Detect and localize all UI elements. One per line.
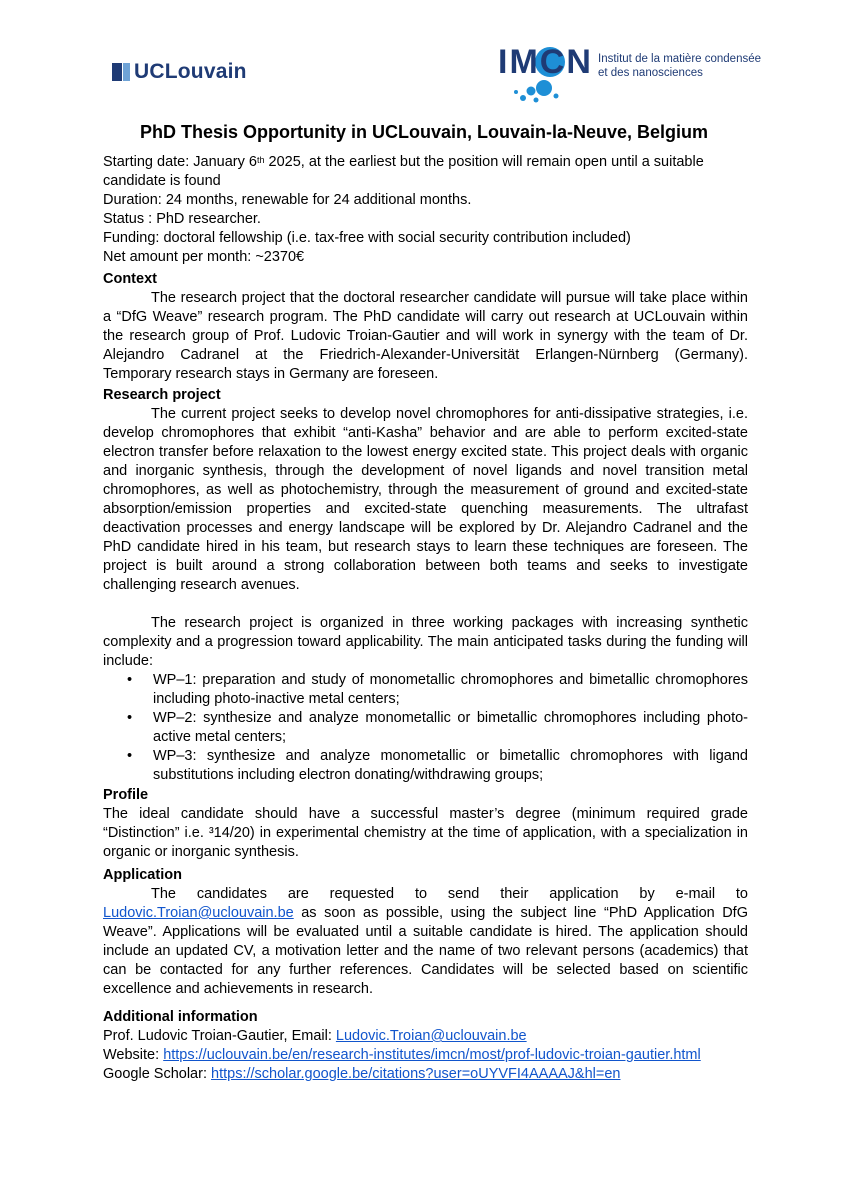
duration: Duration: 24 months, renewable for 24 additional months. (103, 192, 472, 208)
contact-email-link[interactable]: Ludovic.Troian@uclouvain.be (335, 1028, 527, 1044)
uclouvain-mark-icon (112, 63, 130, 81)
application-email-link[interactable]: Ludovic.Troian@uclouvain.be (103, 905, 294, 921)
uclouvain-logo-text: UCLouvain (134, 60, 247, 83)
scholar-link[interactable]: https://scholar.google.be/citations?user=oUYVFI4AAAAJ&hl=en (211, 1066, 621, 1082)
list-item: • WP–2: synthesize and analyze monometallic or bimetallic chromophores including photo-active metal centers; (127, 710, 748, 745)
bullet-icon: • (127, 672, 133, 688)
scholar-line: Google Scholar: https://scholar.google.be/citations?user=oUYVFI4AAAAJ&hl=en (103, 1066, 621, 1082)
funding: Funding: doctoral fellowship (i.e. tax-free with social security contribution included) (103, 230, 631, 246)
position-details (103, 153, 748, 267)
starting-date: Starting date: January 6th 2025, at the earliest but the position will remain open until a suitable candidate is found (103, 154, 704, 189)
bullet-icon: • (127, 710, 133, 726)
application-text: The candidates are requested to send their application by e-mail to Ludovic.Troian@uclouvain.be as soon as possible, using the subject line “PhD Application DfG Weave”. Applications will be evaluated until a suitable candidate is hired. The application should include an updated CV, a motivation letter and the name of two relevant persons (academics) that can be contacted for any further references. Candidates will be selected based on scientific excellence and achievements in research. (103, 886, 748, 997)
imcn-tagline-line-2: et des nanosciences (598, 67, 703, 79)
page-title: PhD Thesis Opportunity in UCLouvain, Louvain-la-Neuve, Belgium (139, 122, 709, 142)
website-line: Website: https://uclouvain.be/en/research-institutes/imcn/most/prof-ludovic-troian-gautier.html (103, 1047, 701, 1063)
application-section (103, 866, 748, 999)
profile-heading: Profile (103, 787, 149, 803)
application-heading: Application (103, 867, 182, 883)
research-heading: Research project (103, 387, 221, 403)
context-heading: Context (103, 271, 157, 287)
imcn-logo-text: IMCN (498, 43, 593, 81)
additional-heading: Additional information (103, 1009, 258, 1025)
research-para-1: The current project seeks to develop novel chromophores for anti-dissipative strategies, i.e. develop chromophores that exhibit “anti-Kasha” behavior and are able to perform excited-state electron transfer before relaxation to the lowest energy excited state. This project deals with organic and inorganic synthesis, through the development of novel ligands and novel transition metal chromophores, as well as photochemistry, through the measurement of ground and excited-state absorption/emission properties and excited-state quenching measurements. The ultrafast deactivation processes and energy landscape will be explored by Dr. Alejandro Cadranel and the PhD candidate hired in his team, but research stays to learn these techniques are foreseen. The project is built around a strong collaboration between both teams and seeks to investigate challenging research avenues. (103, 406, 748, 593)
uclouvain-logo (112, 60, 247, 84)
website-link[interactable]: https://uclouvain.be/en/research-institutes/imcn/most/prof-ludovic-troian-gautier.html (163, 1047, 701, 1063)
profile-section (103, 786, 748, 862)
research-para-2: The research project is organized in three working packages with increasing synthetic complexity and a progression toward applicability. The main anticipated tasks during the funding will include: (103, 615, 748, 669)
bullet-icon: • (127, 748, 133, 764)
additional-section (103, 1008, 748, 1084)
imcn-tagline (598, 52, 761, 80)
context-text: The research project that the doctoral researcher candidate will pursue will take place within a “DfG Weave” research program. The PhD candidate will carry out research at UCLouvain within the research group of Prof. Ludovic Troian-Gautier and will work in synergy with the team of Dr. Alejandro Cadranel at the Friedrich-Alexander-Universität Erlangen-Nürnberg (Germany). Temporary research stays in Germany are foreseen. (103, 290, 748, 382)
list-item: • WP–1: preparation and study of monometallic chromophores and bimetallic chromophores including photo-inactive metal centers; (127, 672, 748, 707)
profile-text: The ideal candidate should have a successful master’s degree (minimum required grade “Distinction” i.e. ³14/20) in experimental chemistry at the time of application, with a specialization in organic or inorganic synthesis. (103, 806, 748, 860)
contact-line: Prof. Ludovic Troian-Gautier, Email: Ludovic.Troian@uclouvain.be (103, 1028, 527, 1044)
work-packages-list (103, 671, 748, 785)
imcn-tagline-line-1: Institut de la matière condensée (598, 53, 762, 65)
net-amount: Net amount per month: ~2370€ (103, 249, 305, 265)
status: Status : PhD researcher. (103, 211, 261, 227)
research-section (103, 386, 748, 785)
list-item: • WP–3: synthesize and analyze monometallic or bimetallic chromophores with ligand substitutions including electron donating/withdrawing groups; (127, 748, 748, 783)
context-section (103, 270, 748, 384)
